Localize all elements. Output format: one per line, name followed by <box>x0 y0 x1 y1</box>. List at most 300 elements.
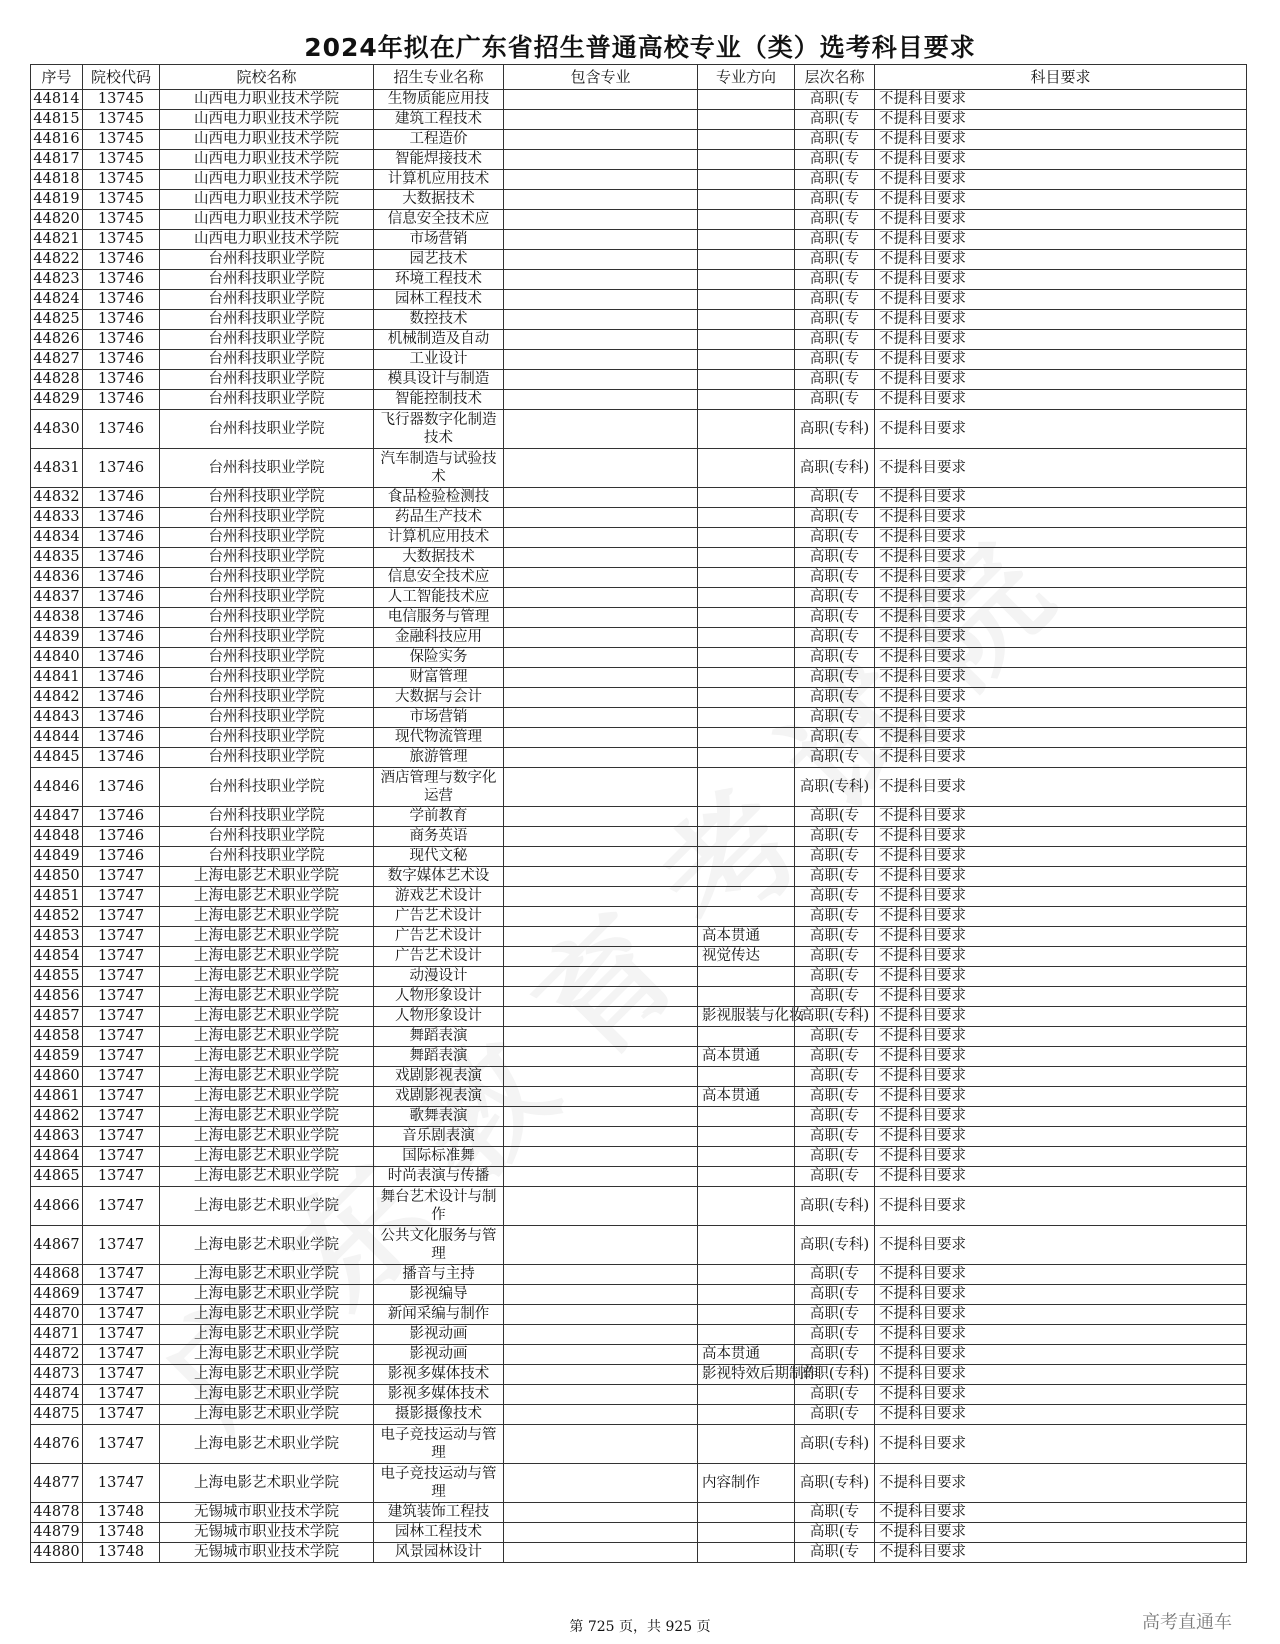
cell-seq: 44863 <box>31 1127 83 1147</box>
table-row <box>31 1523 1247 1543</box>
cell-school: 台州科技职业学院 <box>160 608 374 628</box>
cell-requirement: 不提科目要求 <box>875 827 1247 847</box>
cell-seq: 44862 <box>31 1107 83 1127</box>
cell-included <box>504 1265 698 1285</box>
cell-seq: 44827 <box>31 350 83 370</box>
cell-code: 13746 <box>83 768 160 807</box>
cell-school: 上海电影艺术职业学院 <box>160 1027 374 1047</box>
cell-code: 13747 <box>83 1027 160 1047</box>
cell-major: 人物形象设计 <box>374 987 504 1007</box>
cell-code: 13745 <box>83 190 160 210</box>
cell-school: 上海电影艺术职业学院 <box>160 1464 374 1503</box>
cell-major: 建筑装饰工程技 <box>374 1503 504 1523</box>
cell-included <box>504 807 698 827</box>
table-row <box>31 867 1247 887</box>
cell-included <box>504 170 698 190</box>
cell-seq: 44865 <box>31 1167 83 1187</box>
cell-requirement: 不提科目要求 <box>875 270 1247 290</box>
table-row <box>31 887 1247 907</box>
cell-level: 高职(专 <box>795 310 875 330</box>
cell-code: 13746 <box>83 548 160 568</box>
cell-code: 13747 <box>83 1127 160 1147</box>
table-row <box>31 1265 1247 1285</box>
cell-included <box>504 330 698 350</box>
cell-level: 高职(专 <box>795 827 875 847</box>
cell-direction <box>698 390 795 410</box>
cell-school: 上海电影艺术职业学院 <box>160 1425 374 1464</box>
cell-requirement: 不提科目要求 <box>875 1345 1247 1365</box>
table-row <box>31 1503 1247 1523</box>
cell-code: 13746 <box>83 748 160 768</box>
cell-direction <box>698 588 795 608</box>
cell-code: 13746 <box>83 270 160 290</box>
cell-included <box>504 1365 698 1385</box>
cell-major: 电子竞技运动与管理 <box>374 1425 504 1464</box>
cell-requirement: 不提科目要求 <box>875 1067 1247 1087</box>
cell-school: 台州科技职业学院 <box>160 250 374 270</box>
cell-seq: 44844 <box>31 728 83 748</box>
table-row <box>31 568 1247 588</box>
cell-school: 台州科技职业学院 <box>160 508 374 528</box>
cell-code: 13745 <box>83 170 160 190</box>
cell-seq: 44871 <box>31 1325 83 1345</box>
page-footer: 第 725 页，共 925 页 <box>569 1619 711 1635</box>
cell-requirement: 不提科目要求 <box>875 748 1247 768</box>
table-row <box>31 1325 1247 1345</box>
cell-code: 13746 <box>83 728 160 748</box>
cell-major: 新闻采编与制作 <box>374 1305 504 1325</box>
cell-included <box>504 708 698 728</box>
cell-code: 13746 <box>83 608 160 628</box>
table-row <box>31 728 1247 748</box>
cell-school: 台州科技职业学院 <box>160 768 374 807</box>
table-row <box>31 1464 1247 1503</box>
cell-major: 机械制造及自动 <box>374 330 504 350</box>
cell-seq: 44821 <box>31 230 83 250</box>
cell-included <box>504 967 698 987</box>
cell-direction <box>698 1147 795 1167</box>
cell-code: 13746 <box>83 688 160 708</box>
table-row <box>31 110 1247 130</box>
cell-school: 台州科技职业学院 <box>160 290 374 310</box>
cell-direction <box>698 1385 795 1405</box>
cell-code: 13747 <box>83 927 160 947</box>
cell-seq: 44875 <box>31 1405 83 1425</box>
cell-school: 上海电影艺术职业学院 <box>160 1405 374 1425</box>
cell-seq: 44867 <box>31 1226 83 1265</box>
table-row <box>31 847 1247 867</box>
cell-included <box>504 907 698 927</box>
cell-direction <box>698 1405 795 1425</box>
cell-code: 13747 <box>83 1385 160 1405</box>
cell-direction <box>698 1167 795 1187</box>
cell-level: 高职(专 <box>795 927 875 947</box>
cell-major: 人工智能技术应 <box>374 588 504 608</box>
cell-seq: 44855 <box>31 967 83 987</box>
cell-included <box>504 1464 698 1503</box>
cell-school: 台州科技职业学院 <box>160 548 374 568</box>
cell-direction: 内容制作 <box>698 1464 795 1503</box>
cell-direction <box>698 270 795 290</box>
cell-major: 信息安全技术应 <box>374 568 504 588</box>
table-row <box>31 1007 1247 1027</box>
cell-level: 高职(专 <box>795 150 875 170</box>
cell-level: 高职(专 <box>795 250 875 270</box>
cell-seq: 44848 <box>31 827 83 847</box>
cell-code: 13745 <box>83 230 160 250</box>
cell-direction <box>698 449 795 488</box>
cell-requirement: 不提科目要求 <box>875 290 1247 310</box>
cell-requirement: 不提科目要求 <box>875 1027 1247 1047</box>
cell-school: 上海电影艺术职业学院 <box>160 1147 374 1167</box>
table-row <box>31 1187 1247 1226</box>
cell-direction <box>698 548 795 568</box>
cell-code: 13746 <box>83 290 160 310</box>
cell-seq: 44819 <box>31 190 83 210</box>
cell-included <box>504 390 698 410</box>
cell-requirement: 不提科目要求 <box>875 1405 1247 1425</box>
cell-code: 13746 <box>83 310 160 330</box>
cell-seq: 44818 <box>31 170 83 190</box>
cell-included <box>504 1187 698 1226</box>
col-header-direction: 专业方向 <box>698 65 795 90</box>
cell-major: 广告艺术设计 <box>374 927 504 947</box>
cell-school: 上海电影艺术职业学院 <box>160 1127 374 1147</box>
cell-included <box>504 449 698 488</box>
cell-code: 13746 <box>83 648 160 668</box>
cell-direction <box>698 987 795 1007</box>
cell-level: 高职(专 <box>795 688 875 708</box>
cell-direction <box>698 628 795 648</box>
cell-included <box>504 130 698 150</box>
cell-code: 13747 <box>83 1305 160 1325</box>
cell-seq: 44839 <box>31 628 83 648</box>
table-row <box>31 1305 1247 1325</box>
cell-seq: 44873 <box>31 1365 83 1385</box>
cell-direction <box>698 887 795 907</box>
cell-included <box>504 688 698 708</box>
cell-level: 高职(专 <box>795 1405 875 1425</box>
cell-direction <box>698 1127 795 1147</box>
cell-level: 高职(专 <box>795 1265 875 1285</box>
cell-major: 广告艺术设计 <box>374 907 504 927</box>
cell-code: 13746 <box>83 350 160 370</box>
cell-school: 上海电影艺术职业学院 <box>160 1345 374 1365</box>
cell-requirement: 不提科目要求 <box>875 1087 1247 1107</box>
cell-level: 高职(专 <box>795 847 875 867</box>
cell-level: 高职(专 <box>795 390 875 410</box>
cell-level: 高职(专 <box>795 1523 875 1543</box>
cell-included <box>504 1503 698 1523</box>
cell-major: 动漫设计 <box>374 967 504 987</box>
cell-direction <box>698 330 795 350</box>
table-row <box>31 508 1247 528</box>
cell-major: 智能焊接技术 <box>374 150 504 170</box>
cell-major: 影视动画 <box>374 1325 504 1345</box>
cell-major: 数字媒体艺术设 <box>374 867 504 887</box>
cell-school: 无锡城市职业技术学院 <box>160 1523 374 1543</box>
table-row <box>31 370 1247 390</box>
cell-direction: 高本贯通 <box>698 927 795 947</box>
cell-seq: 44861 <box>31 1087 83 1107</box>
cell-code: 13746 <box>83 410 160 449</box>
cell-school: 上海电影艺术职业学院 <box>160 1285 374 1305</box>
table-row <box>31 1425 1247 1464</box>
cell-school: 上海电影艺术职业学院 <box>160 947 374 967</box>
table-row <box>31 1147 1247 1167</box>
table-row <box>31 1047 1247 1067</box>
cell-major: 环境工程技术 <box>374 270 504 290</box>
cell-seq: 44831 <box>31 449 83 488</box>
cell-level: 高职(专 <box>795 987 875 1007</box>
cell-seq: 44850 <box>31 867 83 887</box>
cell-school: 台州科技职业学院 <box>160 350 374 370</box>
cell-included <box>504 150 698 170</box>
cell-major: 影视多媒体技术 <box>374 1385 504 1405</box>
table-row <box>31 310 1247 330</box>
cell-seq: 44852 <box>31 907 83 927</box>
cell-direction <box>698 1523 795 1543</box>
cell-seq: 44859 <box>31 1047 83 1067</box>
cell-direction <box>698 748 795 768</box>
cell-major: 药品生产技术 <box>374 508 504 528</box>
cell-code: 13747 <box>83 1087 160 1107</box>
cell-major: 保险实务 <box>374 648 504 668</box>
cell-direction <box>698 768 795 807</box>
cell-major: 财富管理 <box>374 668 504 688</box>
cell-code: 13747 <box>83 987 160 1007</box>
cell-included <box>504 1405 698 1425</box>
cell-major: 工程造价 <box>374 130 504 150</box>
cell-seq: 44840 <box>31 648 83 668</box>
cell-seq: 44864 <box>31 1147 83 1167</box>
cell-school: 无锡城市职业技术学院 <box>160 1503 374 1523</box>
cell-direction: 高本贯通 <box>698 1087 795 1107</box>
cell-direction <box>698 1325 795 1345</box>
table-row <box>31 1107 1247 1127</box>
cell-direction <box>698 1226 795 1265</box>
cell-seq: 44868 <box>31 1265 83 1285</box>
table-row <box>31 907 1247 927</box>
cell-level: 高职(专 <box>795 1167 875 1187</box>
cell-level: 高职(专 <box>795 90 875 110</box>
cell-included <box>504 1047 698 1067</box>
table-row <box>31 1087 1247 1107</box>
cell-requirement: 不提科目要求 <box>875 708 1247 728</box>
cell-seq: 44832 <box>31 488 83 508</box>
cell-code: 13746 <box>83 628 160 648</box>
table-row <box>31 1405 1247 1425</box>
cell-included <box>504 210 698 230</box>
cell-seq: 44835 <box>31 548 83 568</box>
cell-seq: 44880 <box>31 1543 83 1563</box>
cell-seq: 44826 <box>31 330 83 350</box>
cell-major: 时尚表演与传播 <box>374 1167 504 1187</box>
cell-code: 13746 <box>83 708 160 728</box>
cell-school: 台州科技职业学院 <box>160 668 374 688</box>
cell-school: 山西电力职业技术学院 <box>160 90 374 110</box>
table-header-row <box>31 65 1247 90</box>
cell-level: 高职(专 <box>795 608 875 628</box>
cell-included <box>504 1087 698 1107</box>
cell-code: 13747 <box>83 867 160 887</box>
cell-level: 高职(专 <box>795 568 875 588</box>
cell-school: 山西电力职业技术学院 <box>160 130 374 150</box>
table-row <box>31 1027 1247 1047</box>
table-row <box>31 987 1247 1007</box>
cell-school: 上海电影艺术职业学院 <box>160 1167 374 1187</box>
table-row <box>31 648 1247 668</box>
cell-school: 山西电力职业技术学院 <box>160 190 374 210</box>
cell-requirement: 不提科目要求 <box>875 1147 1247 1167</box>
cell-major: 汽车制造与试验技术 <box>374 449 504 488</box>
cell-included <box>504 1107 698 1127</box>
cell-included <box>504 90 698 110</box>
cell-code: 13747 <box>83 1107 160 1127</box>
cell-code: 13747 <box>83 947 160 967</box>
cell-seq: 44870 <box>31 1305 83 1325</box>
cell-direction <box>698 568 795 588</box>
cell-included <box>504 528 698 548</box>
cell-requirement: 不提科目要求 <box>875 528 1247 548</box>
cell-school: 上海电影艺术职业学院 <box>160 1265 374 1285</box>
cell-code: 13747 <box>83 1067 160 1087</box>
table-row <box>31 1543 1247 1563</box>
cell-direction <box>698 608 795 628</box>
cell-included <box>504 110 698 130</box>
cell-major: 信息安全技术应 <box>374 210 504 230</box>
table-row <box>31 410 1247 449</box>
cell-major: 影视多媒体技术 <box>374 1365 504 1385</box>
cell-seq: 44869 <box>31 1285 83 1305</box>
cell-major: 大数据技术 <box>374 548 504 568</box>
cell-school: 上海电影艺术职业学院 <box>160 1226 374 1265</box>
cell-requirement: 不提科目要求 <box>875 190 1247 210</box>
cell-included <box>504 190 698 210</box>
cell-code: 13747 <box>83 887 160 907</box>
cell-included <box>504 350 698 370</box>
cell-major: 舞蹈表演 <box>374 1047 504 1067</box>
cell-requirement: 不提科目要求 <box>875 1047 1247 1067</box>
cell-included <box>504 947 698 967</box>
cell-level: 高职(专 <box>795 130 875 150</box>
cell-major: 人物形象设计 <box>374 1007 504 1027</box>
cell-level: 高职(专 <box>795 290 875 310</box>
cell-level: 高职(专 <box>795 668 875 688</box>
cell-code: 13745 <box>83 130 160 150</box>
cell-seq: 44822 <box>31 250 83 270</box>
cell-included <box>504 867 698 887</box>
cell-code: 13747 <box>83 907 160 927</box>
cell-included <box>504 1385 698 1405</box>
table-row <box>31 1067 1247 1087</box>
table-row <box>31 350 1247 370</box>
cell-direction <box>698 310 795 330</box>
cell-included <box>504 508 698 528</box>
table-row <box>31 528 1247 548</box>
cell-level: 高职(专 <box>795 1325 875 1345</box>
cell-major: 园艺技术 <box>374 250 504 270</box>
cell-direction <box>698 370 795 390</box>
cell-requirement: 不提科目要求 <box>875 1226 1247 1265</box>
cell-level: 高职(专 <box>795 1543 875 1563</box>
cell-included <box>504 608 698 628</box>
cell-direction <box>698 1027 795 1047</box>
cell-level: 高职(专 <box>795 628 875 648</box>
cell-level: 高职(专 <box>795 1067 875 1087</box>
cell-requirement: 不提科目要求 <box>875 1503 1247 1523</box>
cell-direction <box>698 967 795 987</box>
cell-seq: 44834 <box>31 528 83 548</box>
cell-level: 高职(专 <box>795 867 875 887</box>
cell-included <box>504 1067 698 1087</box>
table-row <box>31 90 1247 110</box>
col-header-requirement: 科目要求 <box>875 65 1247 90</box>
cell-code: 13746 <box>83 847 160 867</box>
cell-major: 飞行器数字化制造技术 <box>374 410 504 449</box>
cell-included <box>504 250 698 270</box>
cell-level: 高职(专 <box>795 1087 875 1107</box>
cell-major: 园林工程技术 <box>374 1523 504 1543</box>
cell-seq: 44874 <box>31 1385 83 1405</box>
cell-included <box>504 728 698 748</box>
cell-included <box>504 668 698 688</box>
cell-school: 上海电影艺术职业学院 <box>160 1187 374 1226</box>
cell-major: 生物质能应用技 <box>374 90 504 110</box>
cell-requirement: 不提科目要求 <box>875 449 1247 488</box>
cell-major: 市场营销 <box>374 230 504 250</box>
cell-major: 食品检验检测技 <box>374 488 504 508</box>
cell-requirement: 不提科目要求 <box>875 927 1247 947</box>
cell-included <box>504 847 698 867</box>
cell-level: 高职(专科) <box>795 1425 875 1464</box>
cell-direction <box>698 1305 795 1325</box>
cell-major: 电信服务与管理 <box>374 608 504 628</box>
document-title: 2024年拟在广东省招生普通高校专业（类）选考科目要求 <box>304 33 976 62</box>
cell-level: 高职(专 <box>795 190 875 210</box>
cell-requirement: 不提科目要求 <box>875 350 1247 370</box>
cell-code: 13746 <box>83 827 160 847</box>
table-row <box>31 290 1247 310</box>
cell-direction <box>698 90 795 110</box>
cell-requirement: 不提科目要求 <box>875 410 1247 449</box>
cell-included <box>504 1285 698 1305</box>
cell-direction <box>698 807 795 827</box>
cell-direction <box>698 688 795 708</box>
cell-direction <box>698 130 795 150</box>
cell-seq: 44836 <box>31 568 83 588</box>
table-row <box>31 1385 1247 1405</box>
cell-requirement: 不提科目要求 <box>875 488 1247 508</box>
cell-direction <box>698 708 795 728</box>
cell-major: 大数据与会计 <box>374 688 504 708</box>
cell-school: 台州科技职业学院 <box>160 628 374 648</box>
cell-school: 台州科技职业学院 <box>160 648 374 668</box>
cell-level: 高职(专 <box>795 528 875 548</box>
table-row <box>31 1285 1247 1305</box>
table-row <box>31 170 1247 190</box>
table-row <box>31 230 1247 250</box>
cell-direction <box>698 867 795 887</box>
cell-included <box>504 628 698 648</box>
cell-requirement: 不提科目要求 <box>875 150 1247 170</box>
cell-seq: 44824 <box>31 290 83 310</box>
cell-direction: 视觉传达 <box>698 947 795 967</box>
cell-level: 高职(专科) <box>795 1226 875 1265</box>
cell-school: 台州科技职业学院 <box>160 528 374 548</box>
cell-direction: 高本贯通 <box>698 1047 795 1067</box>
cell-requirement: 不提科目要求 <box>875 867 1247 887</box>
